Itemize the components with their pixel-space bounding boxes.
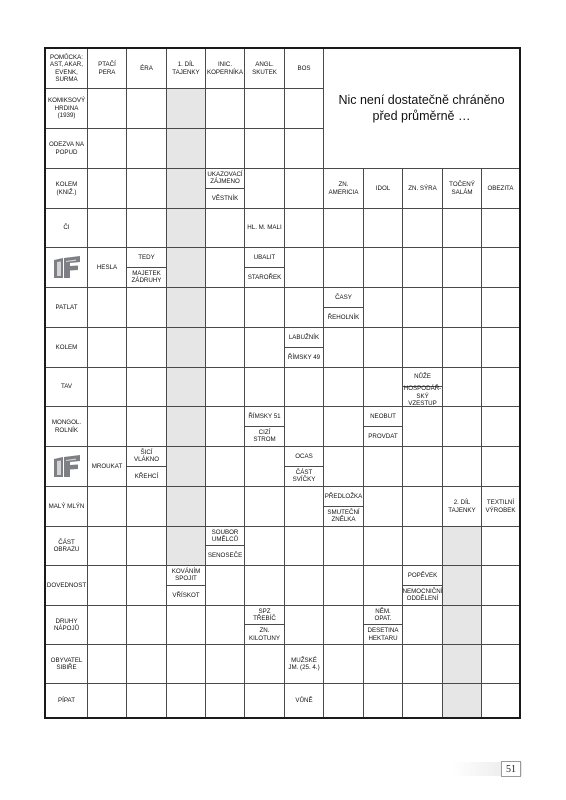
clue-text: TAV bbox=[60, 383, 73, 391]
answer-cell bbox=[482, 248, 519, 288]
clue-cell bbox=[206, 49, 245, 89]
clue-text-bottom: VŘÍSKOT bbox=[172, 591, 200, 599]
answer-cell bbox=[206, 368, 245, 407]
clue-cell bbox=[324, 487, 364, 527]
clue-cell bbox=[482, 169, 519, 209]
answer-cell bbox=[127, 684, 167, 717]
answer-cell bbox=[443, 328, 482, 368]
answer-cell bbox=[482, 684, 519, 717]
clue-text-bottom: DESETINA HEKTARU bbox=[367, 627, 399, 642]
secret-answer-cell bbox=[167, 447, 206, 487]
clue-cell bbox=[443, 487, 482, 527]
answer-cell bbox=[127, 566, 167, 606]
clue-cell bbox=[88, 447, 127, 487]
answer-cell bbox=[443, 248, 482, 288]
answer-cell bbox=[206, 89, 245, 129]
clue-cell bbox=[443, 169, 482, 209]
answer-cell bbox=[285, 606, 324, 645]
clue-cell bbox=[324, 288, 364, 328]
clue-text: DRUHY NÁPOJŮ bbox=[53, 617, 80, 632]
answer-cell bbox=[245, 328, 285, 368]
answer-cell bbox=[482, 566, 519, 606]
clue-text-bottom: SMUTEČNÍ ZNĚLKA bbox=[327, 508, 360, 524]
clue-cell bbox=[46, 645, 88, 684]
answer-cell bbox=[403, 527, 443, 566]
clue-text: 2. DÍL TAJENKY bbox=[448, 499, 476, 514]
secret-answer-cell bbox=[167, 209, 206, 248]
clue-cell bbox=[167, 49, 206, 89]
answer-cell bbox=[364, 684, 403, 717]
logo-cell bbox=[46, 447, 88, 487]
answer-cell bbox=[482, 447, 519, 487]
clue-cell bbox=[46, 368, 88, 407]
clue-cell bbox=[482, 487, 519, 527]
answer-cell bbox=[324, 606, 364, 645]
clue-text: OBEZITA bbox=[487, 184, 514, 192]
answer-cell bbox=[206, 407, 245, 447]
answer-cell bbox=[364, 248, 403, 288]
answer-cell bbox=[364, 487, 403, 527]
secret-answer-cell bbox=[443, 606, 482, 645]
clue-text: TOČENÝ SALÁM bbox=[449, 181, 475, 196]
answer-cell bbox=[285, 407, 324, 447]
clue-text: TEXTILNÍ VÝROBEK bbox=[485, 499, 516, 514]
clue-text: ZN. SÝRA bbox=[408, 184, 437, 192]
answer-cell bbox=[206, 248, 245, 288]
answer-cell bbox=[285, 368, 324, 407]
answer-cell bbox=[324, 447, 364, 487]
answer-cell bbox=[245, 645, 285, 684]
clue-cell bbox=[167, 566, 206, 606]
secret-answer-cell bbox=[443, 684, 482, 717]
answer-cell bbox=[88, 487, 127, 527]
clue-text: ÉRA bbox=[140, 64, 153, 72]
answer-cell bbox=[285, 248, 324, 288]
answer-cell bbox=[88, 169, 127, 209]
clue-text-bottom: ČÁST SVÍČKY bbox=[292, 468, 316, 484]
secret-answer-cell bbox=[167, 169, 206, 209]
clue-cell bbox=[245, 407, 285, 447]
clue-text: KOLEM (KNIŽ.) bbox=[55, 181, 78, 196]
answer-cell bbox=[167, 606, 206, 645]
answer-cell bbox=[324, 368, 364, 407]
clue-text: HESLA bbox=[96, 263, 118, 271]
clue-cell bbox=[403, 566, 443, 606]
answer-cell bbox=[127, 328, 167, 368]
secret-answer-cell bbox=[167, 368, 206, 407]
answer-cell bbox=[403, 447, 443, 487]
answer-cell bbox=[285, 566, 324, 606]
answer-cell bbox=[482, 368, 519, 407]
answer-cell bbox=[245, 684, 285, 717]
secret-answer-cell bbox=[167, 89, 206, 129]
clue-text: OBYVATEL SIBIŘE bbox=[50, 656, 83, 671]
clue-cell bbox=[127, 49, 167, 89]
answer-cell bbox=[482, 328, 519, 368]
answer-cell bbox=[482, 288, 519, 328]
clue-cell bbox=[46, 49, 88, 89]
clue-text: PATLAT bbox=[55, 303, 78, 311]
clue-text-top: KOVÁNÍM SPOJIT bbox=[167, 566, 205, 586]
answer-cell bbox=[285, 129, 324, 169]
answer-cell bbox=[206, 606, 245, 645]
answer-cell bbox=[443, 209, 482, 248]
answer-cell bbox=[324, 566, 364, 606]
clue-text-top: TEDY bbox=[127, 248, 166, 268]
answer-cell bbox=[482, 527, 519, 566]
clue-cell bbox=[46, 684, 88, 717]
clue-text-bottom: ŘÍMSKY 49 bbox=[287, 353, 321, 361]
answer-cell bbox=[245, 566, 285, 606]
answer-cell bbox=[403, 684, 443, 717]
crossword-grid bbox=[44, 47, 521, 719]
clue-text: MALÝ MLÝN bbox=[48, 502, 85, 510]
answer-cell bbox=[245, 288, 285, 328]
answer-cell bbox=[88, 566, 127, 606]
clue-cell bbox=[403, 368, 443, 407]
clue-text-bottom: ZN. KILOTUNY bbox=[249, 627, 280, 642]
clue-cell bbox=[285, 645, 324, 684]
clue-cell bbox=[46, 129, 88, 169]
answer-cell bbox=[324, 645, 364, 684]
secret-answer-cell bbox=[167, 129, 206, 169]
answer-cell bbox=[127, 169, 167, 209]
clue-text: KOMIKSOVÝ HRDINA (1939) bbox=[47, 97, 86, 120]
clue-text-top: SPZ TŘEBÍČ bbox=[245, 606, 284, 625]
secret-answer-cell bbox=[443, 645, 482, 684]
clue-cell bbox=[245, 209, 285, 248]
clue-text: HL. M. MALI bbox=[247, 224, 282, 232]
clue-text-bottom: KŘEHCÍ bbox=[134, 472, 159, 480]
clue-text-top: NŮŽE bbox=[403, 368, 442, 387]
clue-text-bottom: NEMOCNIČNÍ ODDĚLENÍ bbox=[402, 587, 443, 603]
answer-cell bbox=[206, 328, 245, 368]
secret-answer-cell bbox=[167, 487, 206, 527]
clue-text-bottom: PROVDAT bbox=[368, 432, 398, 440]
clue-cell bbox=[127, 447, 167, 487]
clue-cell bbox=[364, 407, 403, 447]
answer-cell bbox=[364, 566, 403, 606]
answer-cell bbox=[482, 209, 519, 248]
clue-text: MUŽSKÉ JM. (25. 4.) bbox=[288, 656, 320, 671]
answer-cell bbox=[403, 606, 443, 645]
answer-cell bbox=[88, 606, 127, 645]
answer-cell bbox=[324, 407, 364, 447]
clue-text: ČÁST OBRAZU bbox=[53, 538, 80, 553]
answer-cell bbox=[127, 606, 167, 645]
answer-cell bbox=[88, 527, 127, 566]
clue-text: ODEZVA NA POPUD bbox=[49, 141, 84, 156]
answer-cell bbox=[285, 288, 324, 328]
answer-cell bbox=[245, 169, 285, 209]
answer-cell bbox=[127, 209, 167, 248]
answer-cell bbox=[206, 645, 245, 684]
clue-text-bottom: MAJETEK ZÁDRUHY bbox=[131, 269, 162, 285]
answer-cell bbox=[403, 328, 443, 368]
clue-cell bbox=[127, 248, 167, 288]
clue-text-bottom: CIZÍ STROM bbox=[253, 428, 276, 444]
secret-answer-cell bbox=[167, 288, 206, 328]
answer-cell bbox=[285, 89, 324, 129]
clue-cell bbox=[245, 248, 285, 288]
clue-text: ANGL. SKUTEK bbox=[252, 61, 277, 76]
clue-text-top: PŘEDLOŽKA bbox=[324, 487, 363, 507]
answer-cell bbox=[482, 407, 519, 447]
clue-text-top: NEOBUT bbox=[364, 407, 402, 427]
clue-text-bottom: VĚSTNÍK bbox=[211, 194, 239, 202]
clue-cell bbox=[245, 606, 285, 645]
clue-cell bbox=[324, 169, 364, 209]
clue-cell bbox=[245, 49, 285, 89]
answer-cell bbox=[285, 209, 324, 248]
crossword-intro-text: Nic není dostatečně chráněno před průměrně … bbox=[324, 49, 519, 169]
answer-cell bbox=[245, 89, 285, 129]
clue-cell bbox=[285, 328, 324, 368]
secret-answer-cell bbox=[167, 328, 206, 368]
answer-cell bbox=[403, 407, 443, 447]
clue-text-top: NĚM. OPAT. bbox=[364, 606, 402, 625]
page-number: 51 bbox=[501, 761, 521, 777]
clue-cell bbox=[46, 89, 88, 129]
clue-cell bbox=[88, 248, 127, 288]
answer-cell bbox=[88, 645, 127, 684]
answer-cell bbox=[364, 527, 403, 566]
clue-cell bbox=[46, 606, 88, 645]
answer-cell bbox=[364, 368, 403, 407]
answer-cell bbox=[88, 209, 127, 248]
answer-cell bbox=[206, 487, 245, 527]
answer-cell bbox=[364, 328, 403, 368]
clue-text: IDOL bbox=[375, 184, 391, 192]
clue-cell bbox=[206, 169, 245, 209]
answer-cell bbox=[364, 288, 403, 328]
clue-text-top: UKAZOVACÍ ZÁJMENO bbox=[206, 169, 244, 189]
answer-cell bbox=[127, 645, 167, 684]
answer-cell bbox=[88, 407, 127, 447]
clue-text-bottom: ŘEHOLNÍK bbox=[327, 313, 360, 321]
clue-text: PTAČÍ PERA bbox=[98, 61, 116, 76]
answer-cell bbox=[443, 368, 482, 407]
answer-cell bbox=[88, 684, 127, 717]
clue-text-bottom: SENOSEČE bbox=[207, 551, 243, 559]
answer-cell bbox=[206, 209, 245, 248]
clue-cell bbox=[46, 566, 88, 606]
answer-cell bbox=[127, 129, 167, 169]
clue-text: PÍPAT bbox=[58, 696, 75, 704]
clue-text: VŮNĚ bbox=[295, 696, 313, 704]
answer-cell bbox=[324, 209, 364, 248]
clue-text-top: ŘÍMSKY 51 bbox=[245, 407, 284, 427]
answer-cell bbox=[206, 129, 245, 169]
answer-cell bbox=[88, 288, 127, 328]
answer-cell bbox=[245, 527, 285, 566]
answer-cell bbox=[206, 684, 245, 717]
secret-answer-cell bbox=[443, 527, 482, 566]
clue-cell bbox=[46, 407, 88, 447]
answer-cell bbox=[206, 566, 245, 606]
answer-cell bbox=[324, 527, 364, 566]
answer-cell bbox=[245, 447, 285, 487]
answer-cell bbox=[443, 447, 482, 487]
clue-cell bbox=[364, 606, 403, 645]
answer-cell bbox=[403, 487, 443, 527]
clue-cell bbox=[285, 684, 324, 717]
clue-text-top: UBALIT bbox=[245, 248, 284, 268]
answer-cell bbox=[443, 407, 482, 447]
clue-text: INIC. KOPERNÍKA bbox=[206, 61, 244, 76]
answer-cell bbox=[324, 684, 364, 717]
clue-text: ČI bbox=[63, 224, 70, 232]
answer-cell bbox=[364, 209, 403, 248]
clue-cell bbox=[46, 209, 88, 248]
clue-cell bbox=[46, 169, 88, 209]
answer-cell bbox=[88, 129, 127, 169]
clue-text-top: SOUBOR UMĚLCŮ bbox=[206, 527, 244, 546]
answer-cell bbox=[88, 368, 127, 407]
answer-cell bbox=[206, 447, 245, 487]
clue-cell bbox=[403, 169, 443, 209]
answer-cell bbox=[127, 487, 167, 527]
clue-text: 1. DÍL TAJENKY bbox=[172, 61, 200, 76]
clue-text-bottom: STAROŘEK bbox=[247, 273, 282, 281]
clue-text: MROUKAT bbox=[91, 462, 123, 470]
secret-answer-cell bbox=[167, 407, 206, 447]
answer-cell bbox=[324, 248, 364, 288]
clue-cell bbox=[46, 288, 88, 328]
answer-cell bbox=[285, 487, 324, 527]
logo-cell bbox=[46, 248, 88, 288]
clue-text: ZN. AMERICIA bbox=[328, 181, 359, 196]
clue-text-top: LABUŽNÍK bbox=[285, 328, 323, 348]
answer-cell bbox=[482, 645, 519, 684]
answer-cell bbox=[88, 328, 127, 368]
clue-cell bbox=[88, 49, 127, 89]
answer-cell bbox=[127, 527, 167, 566]
clue-cell bbox=[364, 169, 403, 209]
answer-cell bbox=[167, 645, 206, 684]
answer-cell bbox=[482, 606, 519, 645]
answer-cell bbox=[403, 645, 443, 684]
answer-cell bbox=[285, 527, 324, 566]
secret-answer-cell bbox=[167, 248, 206, 288]
clue-text-top: ŠICÍ VLÁKNO bbox=[127, 447, 166, 467]
clue-text: KOLEM bbox=[55, 343, 78, 351]
clue-text: MONGOL. ROLNÍK bbox=[51, 419, 82, 434]
clue-text-bottom: HOSPODÁŘ- SKÝ VZESTUP bbox=[403, 385, 442, 408]
answer-cell bbox=[245, 129, 285, 169]
clue-cell bbox=[46, 328, 88, 368]
clue-text-top: ČASY bbox=[324, 288, 363, 308]
secret-answer-cell bbox=[167, 527, 206, 566]
clue-cell bbox=[285, 447, 324, 487]
answer-cell bbox=[364, 645, 403, 684]
secret-answer-cell bbox=[443, 566, 482, 606]
answer-cell bbox=[127, 89, 167, 129]
answer-cell bbox=[403, 248, 443, 288]
answer-cell bbox=[403, 209, 443, 248]
answer-cell bbox=[443, 288, 482, 328]
answer-cell bbox=[127, 368, 167, 407]
crossword-logo-icon bbox=[52, 455, 82, 479]
answer-cell bbox=[127, 407, 167, 447]
clue-cell bbox=[206, 527, 245, 566]
answer-cell bbox=[324, 328, 364, 368]
clue-text-top: POPĚVEK bbox=[403, 566, 442, 586]
answer-cell bbox=[364, 447, 403, 487]
clue-text: POMŮCKA: AST, AKAR, EVENK, SURMA bbox=[49, 53, 83, 83]
clue-cell bbox=[46, 487, 88, 527]
answer-cell bbox=[127, 288, 167, 328]
clue-text: DOVEDNOST bbox=[46, 581, 87, 589]
crossword-logo-icon bbox=[52, 256, 82, 280]
answer-cell bbox=[206, 288, 245, 328]
answer-cell bbox=[88, 89, 127, 129]
answer-cell bbox=[167, 684, 206, 717]
clue-cell bbox=[285, 49, 324, 89]
clue-text-top: OCAS bbox=[285, 447, 323, 467]
answer-cell bbox=[285, 169, 324, 209]
answer-cell bbox=[245, 487, 285, 527]
answer-cell bbox=[403, 288, 443, 328]
answer-cell bbox=[245, 368, 285, 407]
clue-cell bbox=[46, 527, 88, 566]
clue-text: BOS bbox=[297, 64, 311, 72]
